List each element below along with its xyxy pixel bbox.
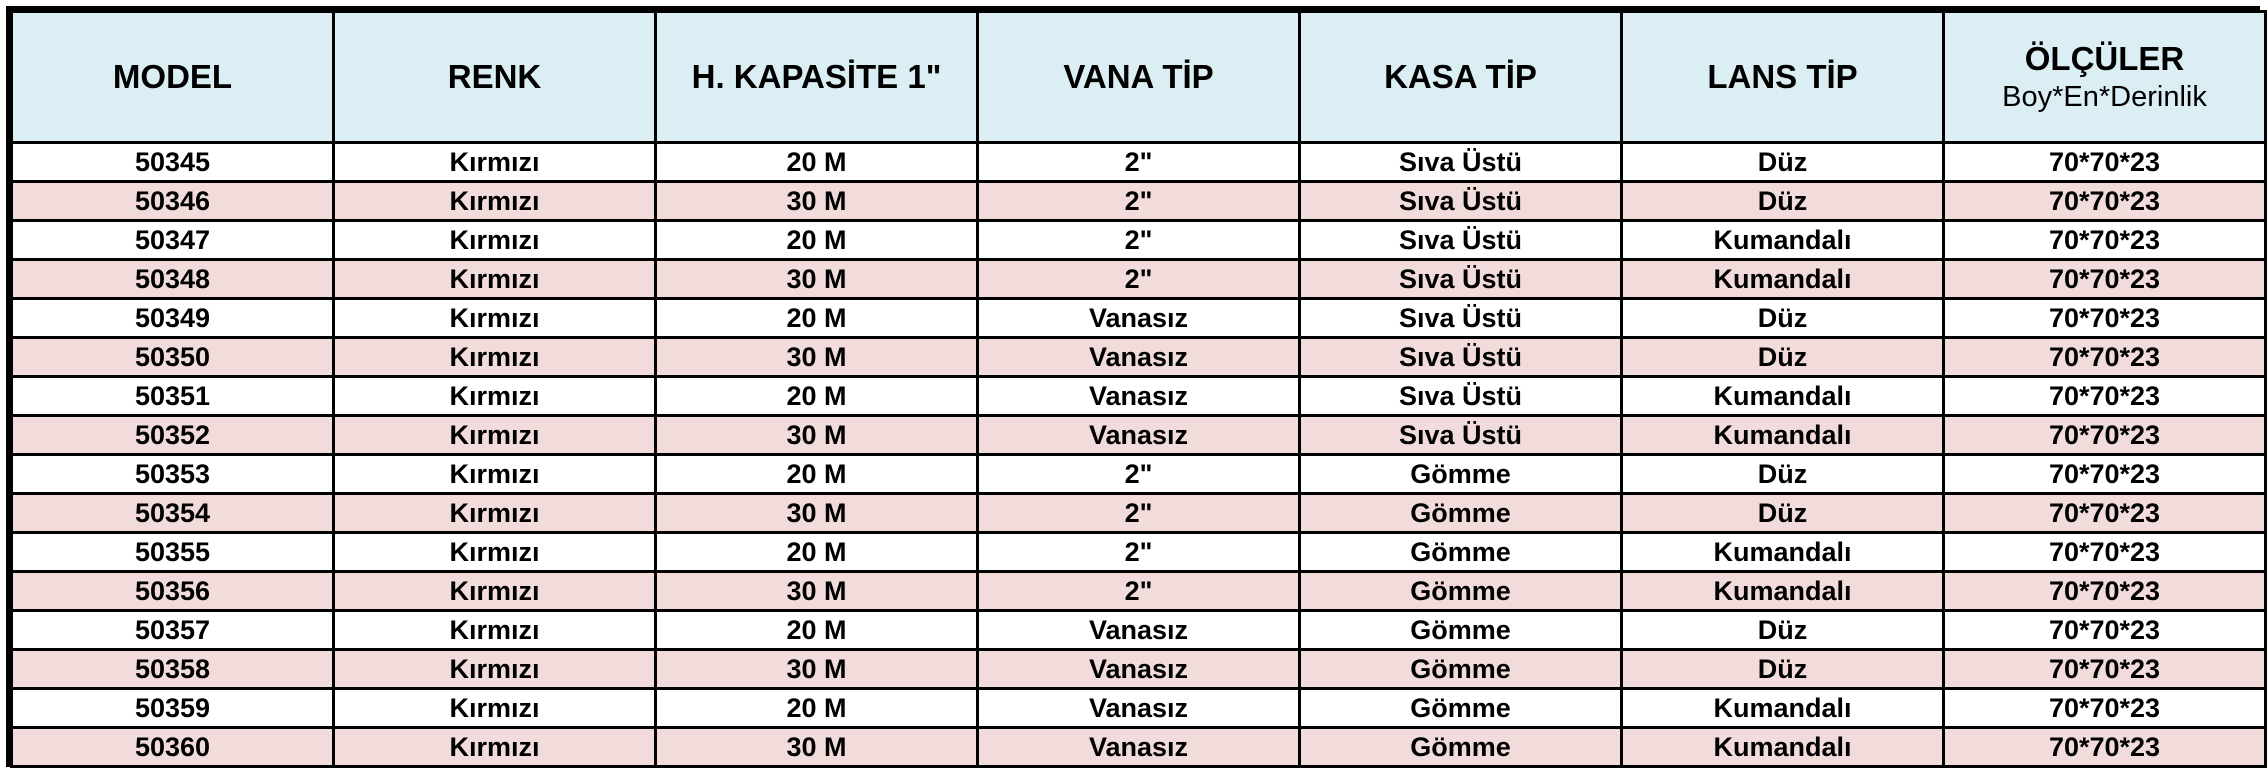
cell-vana-tip: Vanasız [978,338,1300,377]
cell-renk: Kırmızı [334,728,656,767]
table-row [12,611,2266,650]
cell-olculer: 70*70*23 [1944,689,2266,728]
table-row [12,650,2266,689]
cell-model: 50349 [12,299,334,338]
header-olculer-subtitle: Boy*En*Derinlik [2002,81,2207,114]
cell-lans-tip: Kumandalı [1622,728,1944,767]
cell-kapasite: 20 M [656,689,978,728]
cell-olculer: 70*70*23 [1944,611,2266,650]
cell-kapasite: 20 M [656,533,978,572]
cell-vana-tip: Vanasız [978,650,1300,689]
cell-vana-tip: Vanasız [978,728,1300,767]
cell-kasa-tip: Sıva Üstü [1300,221,1622,260]
spec-sheet [6,6,2260,767]
cell-vana-tip: 2" [978,572,1300,611]
cell-model: 50355 [12,533,334,572]
product-spec-table [10,10,2267,768]
table-body [12,143,2266,767]
cell-lans-tip: Düz [1622,299,1944,338]
cell-vana-tip: 2" [978,533,1300,572]
header-kapasite: H. KAPASİTE 1" [656,12,978,143]
cell-olculer: 70*70*23 [1944,338,2266,377]
cell-kasa-tip: Gömme [1300,728,1622,767]
cell-kasa-tip: Sıva Üstü [1300,299,1622,338]
cell-lans-tip: Kumandalı [1622,221,1944,260]
cell-kasa-tip: Sıva Üstü [1300,260,1622,299]
cell-model: 50347 [12,221,334,260]
cell-model: 50352 [12,416,334,455]
cell-olculer: 70*70*23 [1944,299,2266,338]
cell-kapasite: 20 M [656,455,978,494]
cell-vana-tip: 2" [978,455,1300,494]
cell-kasa-tip: Gömme [1300,533,1622,572]
cell-model: 50345 [12,143,334,182]
cell-kasa-tip: Gömme [1300,611,1622,650]
cell-vana-tip: Vanasız [978,689,1300,728]
cell-renk: Kırmızı [334,182,656,221]
cell-renk: Kırmızı [334,260,656,299]
cell-vana-tip: Vanasız [978,377,1300,416]
cell-lans-tip: Kumandalı [1622,377,1944,416]
cell-model: 50353 [12,455,334,494]
cell-model: 50351 [12,377,334,416]
cell-kapasite: 20 M [656,143,978,182]
table-row [12,455,2266,494]
table-row [12,572,2266,611]
cell-renk: Kırmızı [334,650,656,689]
cell-kapasite: 20 M [656,221,978,260]
cell-olculer: 70*70*23 [1944,260,2266,299]
cell-renk: Kırmızı [334,494,656,533]
header-olculer [1944,12,2266,143]
cell-olculer: 70*70*23 [1944,728,2266,767]
cell-model: 50354 [12,494,334,533]
table-row [12,338,2266,377]
header-lans-tip: LANS TİP [1622,12,1944,143]
cell-olculer: 70*70*23 [1944,455,2266,494]
cell-kapasite: 20 M [656,377,978,416]
table-row [12,689,2266,728]
cell-vana-tip: 2" [978,260,1300,299]
cell-kapasite: 30 M [656,416,978,455]
table-row [12,533,2266,572]
cell-kapasite: 30 M [656,650,978,689]
cell-kasa-tip: Gömme [1300,572,1622,611]
cell-kapasite: 30 M [656,572,978,611]
cell-model: 50356 [12,572,334,611]
cell-kasa-tip: Sıva Üstü [1300,416,1622,455]
cell-kasa-tip: Gömme [1300,689,1622,728]
cell-olculer: 70*70*23 [1944,377,2266,416]
cell-lans-tip: Kumandalı [1622,533,1944,572]
cell-kasa-tip: Gömme [1300,650,1622,689]
cell-renk: Kırmızı [334,689,656,728]
cell-vana-tip: 2" [978,143,1300,182]
cell-vana-tip: Vanasız [978,416,1300,455]
cell-renk: Kırmızı [334,143,656,182]
cell-kasa-tip: Gömme [1300,455,1622,494]
cell-lans-tip: Kumandalı [1622,572,1944,611]
table-row [12,416,2266,455]
cell-olculer: 70*70*23 [1944,221,2266,260]
cell-kapasite: 30 M [656,260,978,299]
cell-renk: Kırmızı [334,455,656,494]
cell-renk: Kırmızı [334,299,656,338]
table-row [12,728,2266,767]
cell-model: 50357 [12,611,334,650]
cell-model: 50360 [12,728,334,767]
cell-lans-tip: Kumandalı [1622,689,1944,728]
cell-olculer: 70*70*23 [1944,533,2266,572]
cell-olculer: 70*70*23 [1944,182,2266,221]
cell-renk: Kırmızı [334,338,656,377]
cell-renk: Kırmızı [334,377,656,416]
cell-olculer: 70*70*23 [1944,143,2266,182]
cell-vana-tip: 2" [978,494,1300,533]
cell-lans-tip: Kumandalı [1622,416,1944,455]
cell-kapasite: 30 M [656,182,978,221]
cell-lans-tip: Düz [1622,143,1944,182]
cell-lans-tip: Düz [1622,494,1944,533]
header-model: MODEL [12,12,334,143]
cell-model: 50348 [12,260,334,299]
cell-lans-tip: Düz [1622,182,1944,221]
cell-kasa-tip: Sıva Üstü [1300,182,1622,221]
cell-renk: Kırmızı [334,416,656,455]
cell-model: 50350 [12,338,334,377]
cell-vana-tip: 2" [978,182,1300,221]
table-row [12,221,2266,260]
cell-kapasite: 30 M [656,728,978,767]
cell-model: 50346 [12,182,334,221]
cell-renk: Kırmızı [334,611,656,650]
cell-lans-tip: Kumandalı [1622,260,1944,299]
cell-kapasite: 20 M [656,299,978,338]
cell-kasa-tip: Gömme [1300,494,1622,533]
cell-kasa-tip: Sıva Üstü [1300,143,1622,182]
table-row [12,377,2266,416]
header-row [12,12,2266,143]
cell-kasa-tip: Sıva Üstü [1300,377,1622,416]
cell-kapasite: 30 M [656,494,978,533]
cell-vana-tip: Vanasız [978,299,1300,338]
cell-renk: Kırmızı [334,221,656,260]
cell-olculer: 70*70*23 [1944,494,2266,533]
cell-kapasite: 30 M [656,338,978,377]
header-kasa-tip: KASA TİP [1300,12,1622,143]
table-row [12,299,2266,338]
cell-olculer: 70*70*23 [1944,650,2266,689]
table-row [12,143,2266,182]
cell-model: 50359 [12,689,334,728]
cell-lans-tip: Düz [1622,338,1944,377]
table-row [12,260,2266,299]
cell-model: 50358 [12,650,334,689]
cell-vana-tip: Vanasız [978,611,1300,650]
cell-lans-tip: Düz [1622,650,1944,689]
header-renk: RENK [334,12,656,143]
cell-olculer: 70*70*23 [1944,572,2266,611]
table-row [12,494,2266,533]
cell-renk: Kırmızı [334,533,656,572]
cell-renk: Kırmızı [334,572,656,611]
cell-lans-tip: Düz [1622,455,1944,494]
table-row [12,182,2266,221]
header-olculer-title: ÖLÇÜLER [2024,39,2185,77]
cell-lans-tip: Düz [1622,611,1944,650]
header-vana-tip: VANA TİP [978,12,1300,143]
cell-kasa-tip: Sıva Üstü [1300,338,1622,377]
cell-olculer: 70*70*23 [1944,416,2266,455]
cell-kapasite: 20 M [656,611,978,650]
cell-vana-tip: 2" [978,221,1300,260]
